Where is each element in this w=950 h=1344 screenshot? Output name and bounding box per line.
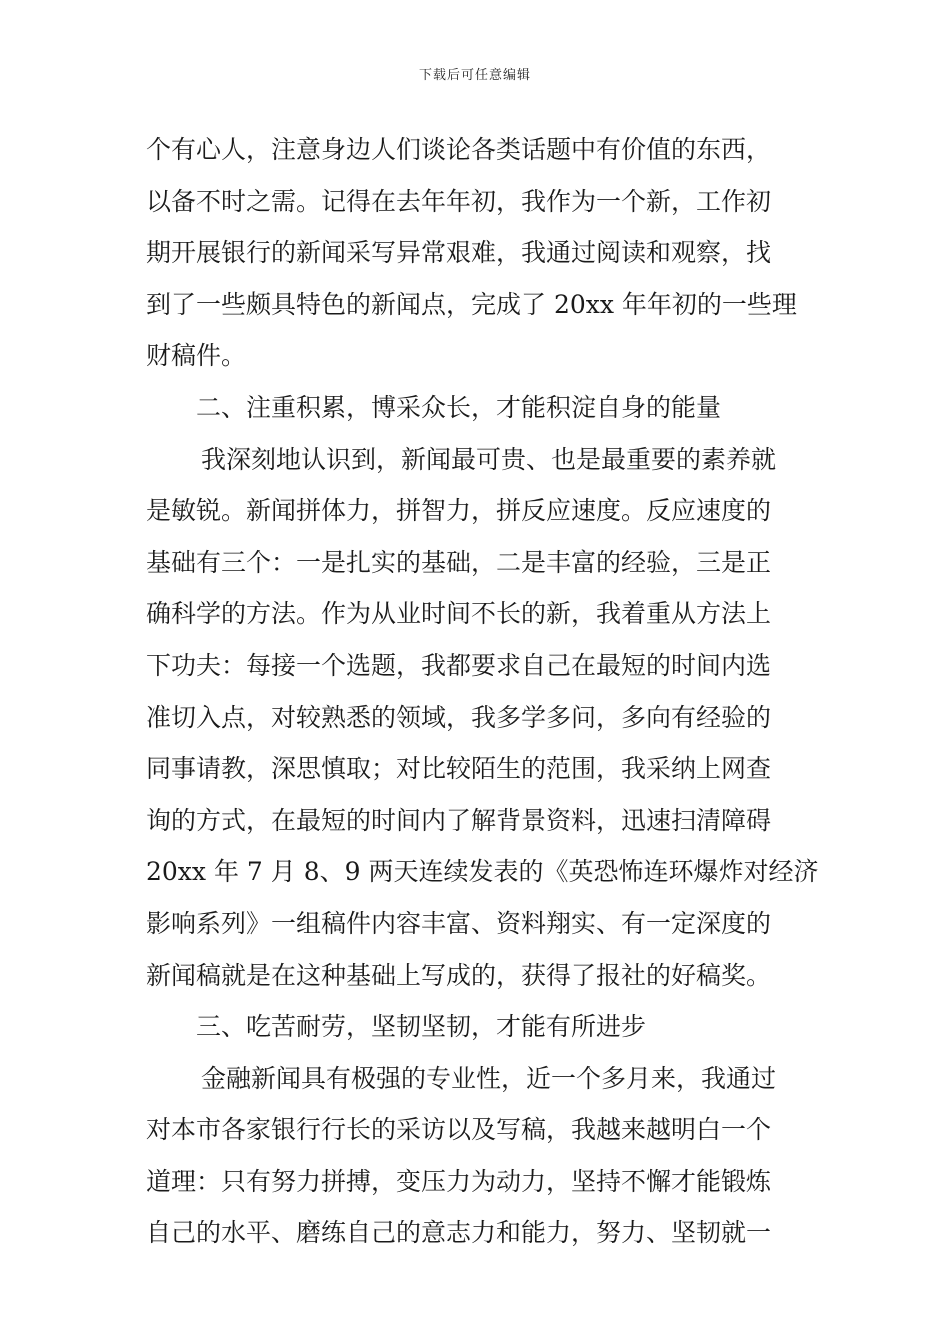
text-line: 同事请教，深思慎取；对比较陌生的范围，我采纳上网查: [146, 754, 772, 784]
text-line: 财稿件。: [146, 341, 247, 371]
paragraph-start-line: 我深刻地认识到，新闻最可贵、也是最重要的素养就: [201, 444, 777, 474]
text-line: 询的方式，在最短的时间内了解背景资料，迅速扫清障碍: [146, 805, 772, 835]
text-line: 影响系列》一组稿件内容丰富、资料翔实、有一定深度的: [146, 908, 772, 938]
text-line: 20xx 年 7 月 8、9 两天连续发表的《英恐怖连环爆炸对经济: [146, 857, 819, 887]
section-heading: 二、注重积累，博采众长，才能积淀自身的能量: [196, 392, 722, 422]
text-line: 下功夫：每接一个选题，我都要求自己在最短的时间内选: [146, 650, 772, 680]
text-line: 确科学的方法。作为从业时间不长的新，我着重从方法上: [146, 599, 772, 629]
text-line: 准切入点，对较熟悉的领域，我多学多问，多向有经验的: [146, 702, 772, 732]
text-line: 基础有三个：一是扎实的基础，二是丰富的经验，三是正: [146, 547, 772, 577]
paragraph-start-line: 金融新闻具有极强的专业性，近一个多月来，我通过: [201, 1063, 777, 1093]
text-line: 个有心人，注意身边人们谈论各类话题中有价值的东西，: [146, 135, 772, 164]
text-line: 期开展银行的新闻采写异常艰难，我通过阅读和观察，找: [146, 238, 772, 268]
text-line: 自己的水平、磨练自己的意志力和能力，努力、坚韧就一: [146, 1218, 772, 1248]
text-line: 对本市各家银行行长的采访以及写稿，我越来越明白一个: [146, 1115, 772, 1145]
text-line: 新闻稿就是在这种基础上写成的，获得了报社的好稿奖。: [146, 960, 772, 990]
text-line: 是敏锐。新闻拼体力，拼智力，拼反应速度。反应速度的: [146, 496, 772, 526]
section-heading: 三、吃苦耐劳，坚韧坚韧，才能有所进步: [196, 1012, 647, 1042]
document-body: [146, 124, 819, 1259]
text-line: 道理：只有努力拼搏，变压力为动力，坚持不懈才能锻炼: [146, 1166, 772, 1196]
text-line: 以备不时之需。记得在去年年初，我作为一个新，工作初: [146, 186, 772, 216]
page-header: 下载后可任意编辑: [418, 68, 531, 83]
text-line: 到了一些颇具特色的新闻点，完成了 20xx 年年初的一些理: [146, 289, 797, 319]
